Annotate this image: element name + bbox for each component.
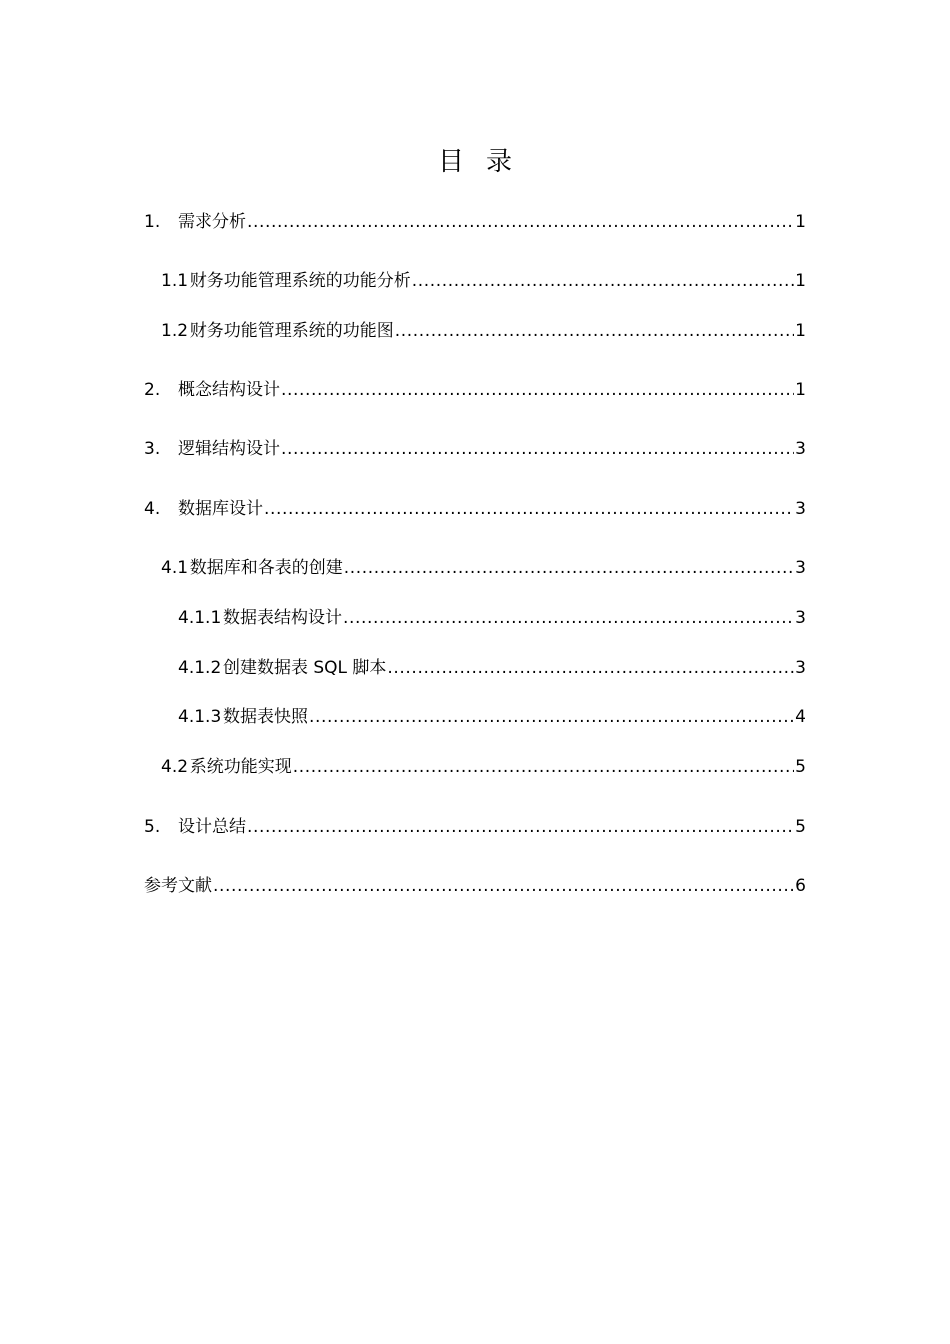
toc-entry-number: 4.1.1 xyxy=(178,608,222,628)
toc-entry-page: 1 xyxy=(795,271,806,291)
toc-entry-number: 4. xyxy=(144,499,161,519)
toc-entry-page: 3 xyxy=(795,658,806,678)
toc-entry-page: 1 xyxy=(795,380,806,400)
dot-leader xyxy=(395,320,794,342)
toc-entry-number: 4.1.2 xyxy=(178,658,222,678)
toc-entry-2[interactable] xyxy=(144,375,806,401)
toc-entry-number: 1.2 xyxy=(161,321,189,341)
toc-entry-4-1[interactable] xyxy=(161,553,806,579)
toc-entry-number: 2. xyxy=(144,380,161,400)
dot-leader xyxy=(281,379,794,401)
toc-entry-page: 1 xyxy=(795,212,806,232)
dot-leader xyxy=(264,498,794,520)
toc-entry-4[interactable] xyxy=(144,494,806,520)
dot-leader xyxy=(247,816,794,838)
toc-entry-3[interactable] xyxy=(144,434,806,460)
toc-entry-number: 5. xyxy=(144,817,161,837)
toc-entry-label: 数据库设计 xyxy=(178,499,263,519)
toc-entry-page: 3 xyxy=(795,608,806,628)
dot-leader xyxy=(412,270,794,292)
toc-entry-1-1[interactable] xyxy=(161,266,806,292)
toc-entry-number: 4.2 xyxy=(161,757,189,777)
toc-title-char-1: 目 xyxy=(437,147,464,177)
toc-entry-page: 3 xyxy=(795,499,806,519)
dot-leader xyxy=(387,657,794,679)
toc-entry-label: 数据表快照 xyxy=(222,707,308,727)
toc-entry-label: 数据库和各表的创建 xyxy=(189,558,343,578)
toc-entry-number: 4.1.3 xyxy=(178,707,222,727)
toc-entry-label: 系统功能实现 xyxy=(189,757,292,777)
dot-leader xyxy=(281,438,794,460)
dot-leader xyxy=(344,557,794,579)
toc-entry-label: 需求分析 xyxy=(178,212,246,232)
toc-entry-page: 3 xyxy=(795,439,806,459)
toc-entry-page: 1 xyxy=(795,321,806,341)
toc-entry-page: 5 xyxy=(795,817,806,837)
toc-entry-references[interactable] xyxy=(144,871,806,897)
toc-entry-page: 3 xyxy=(795,558,806,578)
toc-entry-page: 4 xyxy=(795,707,806,727)
toc-entry-4-1-3[interactable] xyxy=(178,702,806,728)
toc-title-char-2: 录 xyxy=(486,147,513,177)
toc-entry-label: 概念结构设计 xyxy=(178,380,280,400)
toc-entry-number: 4.1 xyxy=(161,558,189,578)
toc-entry-page: 6 xyxy=(795,876,806,896)
toc-entry-label: 财务功能管理系统的功能图 xyxy=(189,321,394,341)
toc-entry-label: 设计总结 xyxy=(178,817,246,837)
toc-entry-1[interactable] xyxy=(144,207,806,233)
dot-leader xyxy=(343,607,794,629)
toc-entry-number: 1.1 xyxy=(161,271,189,291)
toc-title xyxy=(0,144,950,180)
dot-leader xyxy=(309,706,794,728)
toc-entry-page: 5 xyxy=(795,757,806,777)
dot-leader xyxy=(247,211,794,233)
toc-entry-4-1-2[interactable] xyxy=(178,653,806,679)
toc-entry-number: 3. xyxy=(144,439,161,459)
toc-entry-number: 1. xyxy=(144,212,161,232)
toc-entry-1-2[interactable] xyxy=(161,316,806,342)
toc-entry-5[interactable] xyxy=(144,812,806,838)
toc-entry-label: 逻辑结构设计 xyxy=(178,439,280,459)
toc-entry-4-1-1[interactable] xyxy=(178,603,806,629)
dot-leader xyxy=(213,875,794,897)
toc-entry-4-2[interactable] xyxy=(161,752,806,778)
dot-leader xyxy=(293,756,794,778)
toc-entry-label: 数据表结构设计 xyxy=(222,608,342,628)
toc-entry-label: 创建数据表 SQL 脚本 xyxy=(222,658,387,678)
toc-entry-label: 参考文献 xyxy=(144,876,212,896)
toc-entry-label: 财务功能管理系统的功能分析 xyxy=(189,271,411,291)
